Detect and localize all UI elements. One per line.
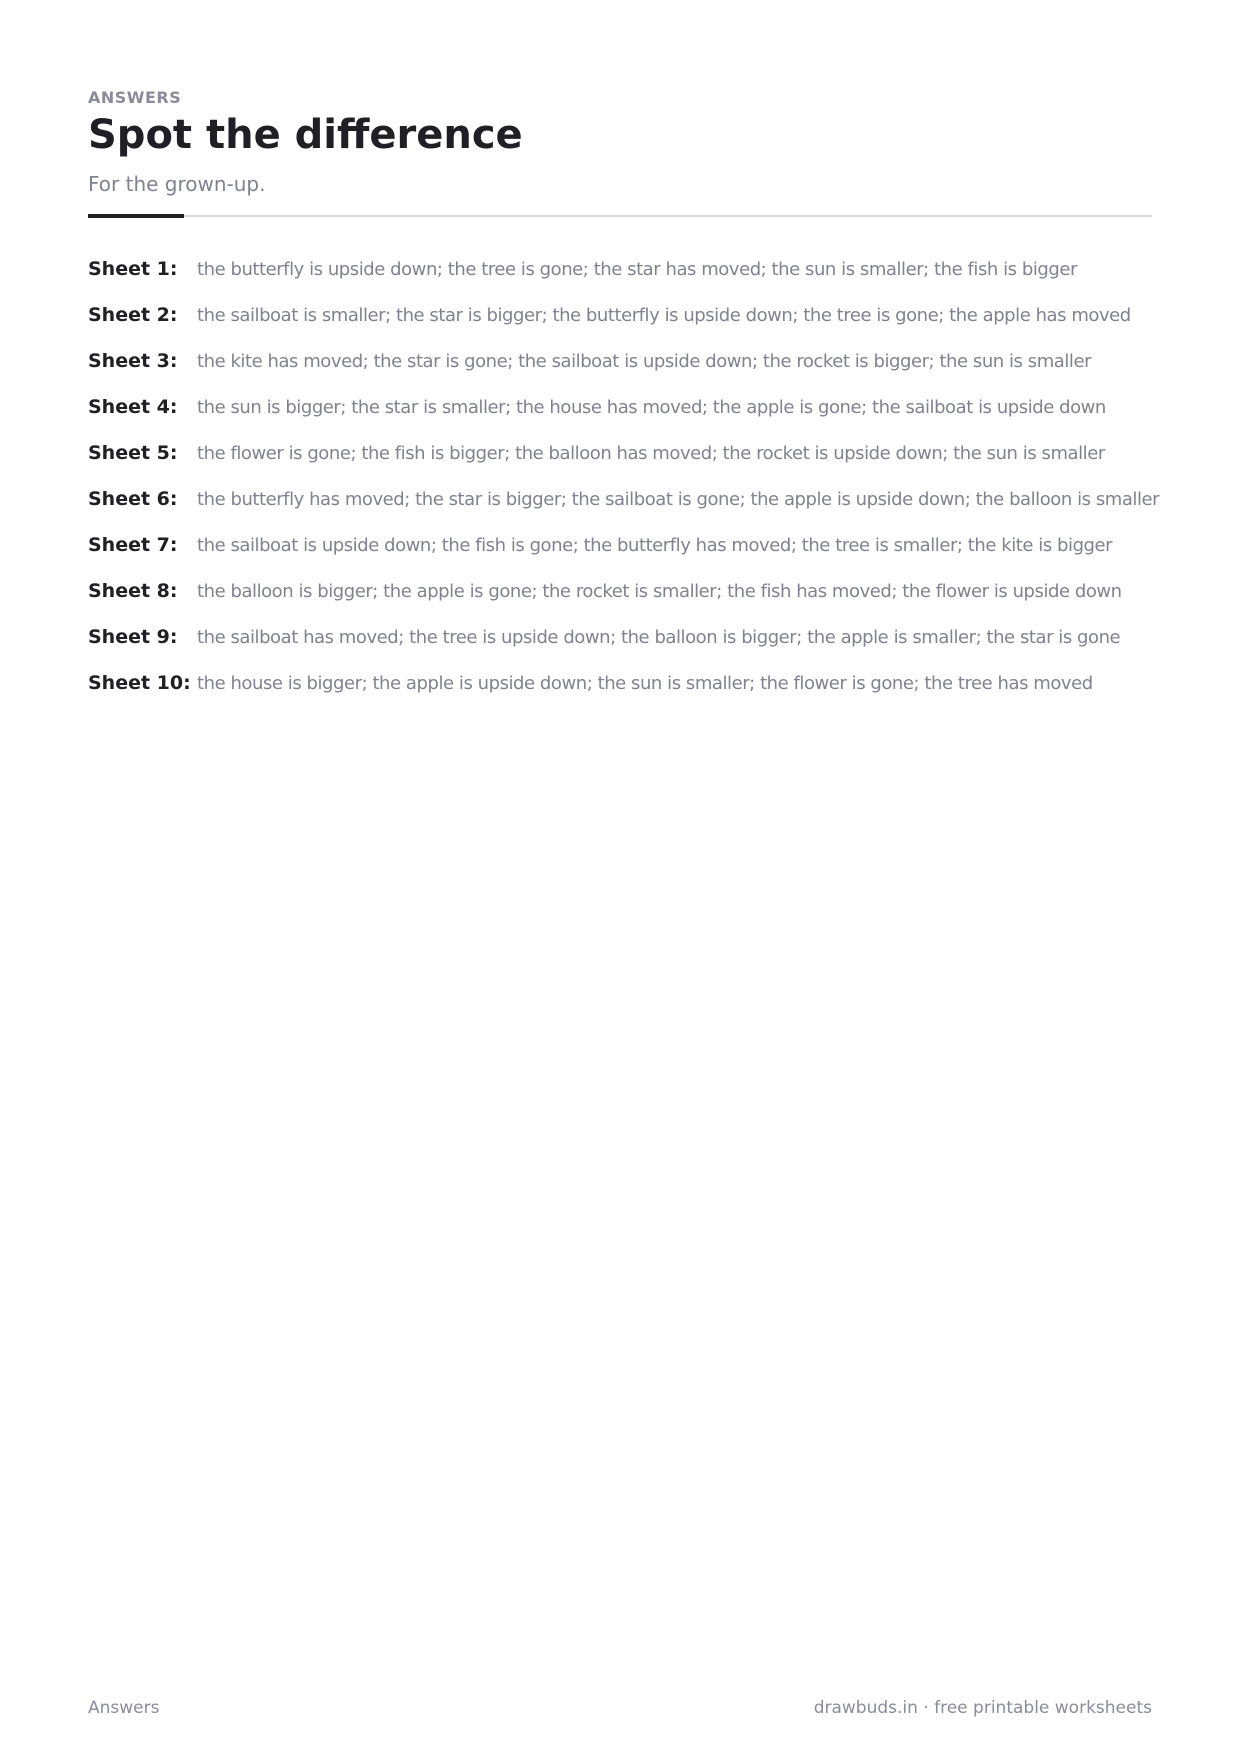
answer-label: Sheet 5: — [88, 442, 178, 464]
answer-text: the kite has moved; the star is gone; the sailboat is upside down; the rocket is bigger; the sun is smaller — [197, 351, 1092, 372]
section-eyebrow: ANSWERS — [88, 88, 182, 107]
header-divider — [88, 215, 1152, 217]
answer-text: the sun is bigger; the star is smaller; the house has moved; the apple is gone; the sailboat is upside down — [197, 397, 1106, 418]
answer-row-sheet-5 — [88, 442, 1152, 488]
answer-row-sheet-7 — [88, 534, 1152, 580]
answer-text: the sailboat is smaller; the star is bigger; the butterfly is upside down; the tree is gone; the apple has moved — [197, 305, 1131, 326]
answer-label: Sheet 10: — [88, 672, 191, 694]
answer-label: Sheet 1: — [88, 258, 178, 280]
answer-text: the butterfly has moved; the star is bigger; the sailboat is gone; the apple is upside down; the balloon is smaller — [197, 489, 1160, 510]
answer-row-sheet-1 — [88, 258, 1152, 304]
answer-text: the house is bigger; the apple is upside down; the sun is smaller; the flower is gone; the tree has moved — [197, 673, 1093, 694]
answer-text: the sailboat has moved; the tree is upside down; the balloon is bigger; the apple is smaller; the star is gone — [197, 627, 1121, 648]
answer-row-sheet-9 — [88, 626, 1152, 672]
answer-list — [88, 258, 1160, 718]
answer-label: Sheet 2: — [88, 304, 178, 326]
header-divider-accent — [88, 214, 184, 218]
answer-row-sheet-8 — [88, 580, 1152, 626]
answer-text: the flower is gone; the fish is bigger; the balloon has moved; the rocket is upside down; the sun is smaller — [197, 443, 1105, 464]
answer-text: the balloon is bigger; the apple is gone; the rocket is smaller; the fish has moved; the flower is upside down — [197, 581, 1122, 602]
answer-label: Sheet 8: — [88, 580, 178, 602]
answer-row-sheet-2 — [88, 304, 1152, 350]
answer-label: Sheet 7: — [88, 534, 178, 556]
answer-label: Sheet 6: — [88, 488, 178, 510]
answer-row-sheet-6 — [88, 488, 1160, 534]
answer-label: Sheet 9: — [88, 626, 178, 648]
page-subtitle: For the grown-up. — [88, 172, 266, 196]
answer-row-sheet-4 — [88, 396, 1152, 442]
answer-page — [88, 0, 1160, 1754]
answer-text: the butterfly is upside down; the tree is gone; the star has moved; the sun is smaller; the fish is bigger — [197, 259, 1077, 280]
answer-text: the sailboat is upside down; the fish is gone; the butterfly has moved; the tree is smaller; the kite is bigger — [197, 535, 1113, 556]
answer-row-sheet-10 — [88, 672, 1152, 718]
answer-row-sheet-3 — [88, 350, 1152, 396]
footer-section-label: Answers — [88, 1698, 160, 1718]
answer-label: Sheet 3: — [88, 350, 178, 372]
footer-site-credit: drawbuds.in · free printable worksheets — [813, 1698, 1152, 1718]
answer-label: Sheet 4: — [88, 396, 178, 418]
page-title: Spot the difference — [88, 112, 523, 158]
